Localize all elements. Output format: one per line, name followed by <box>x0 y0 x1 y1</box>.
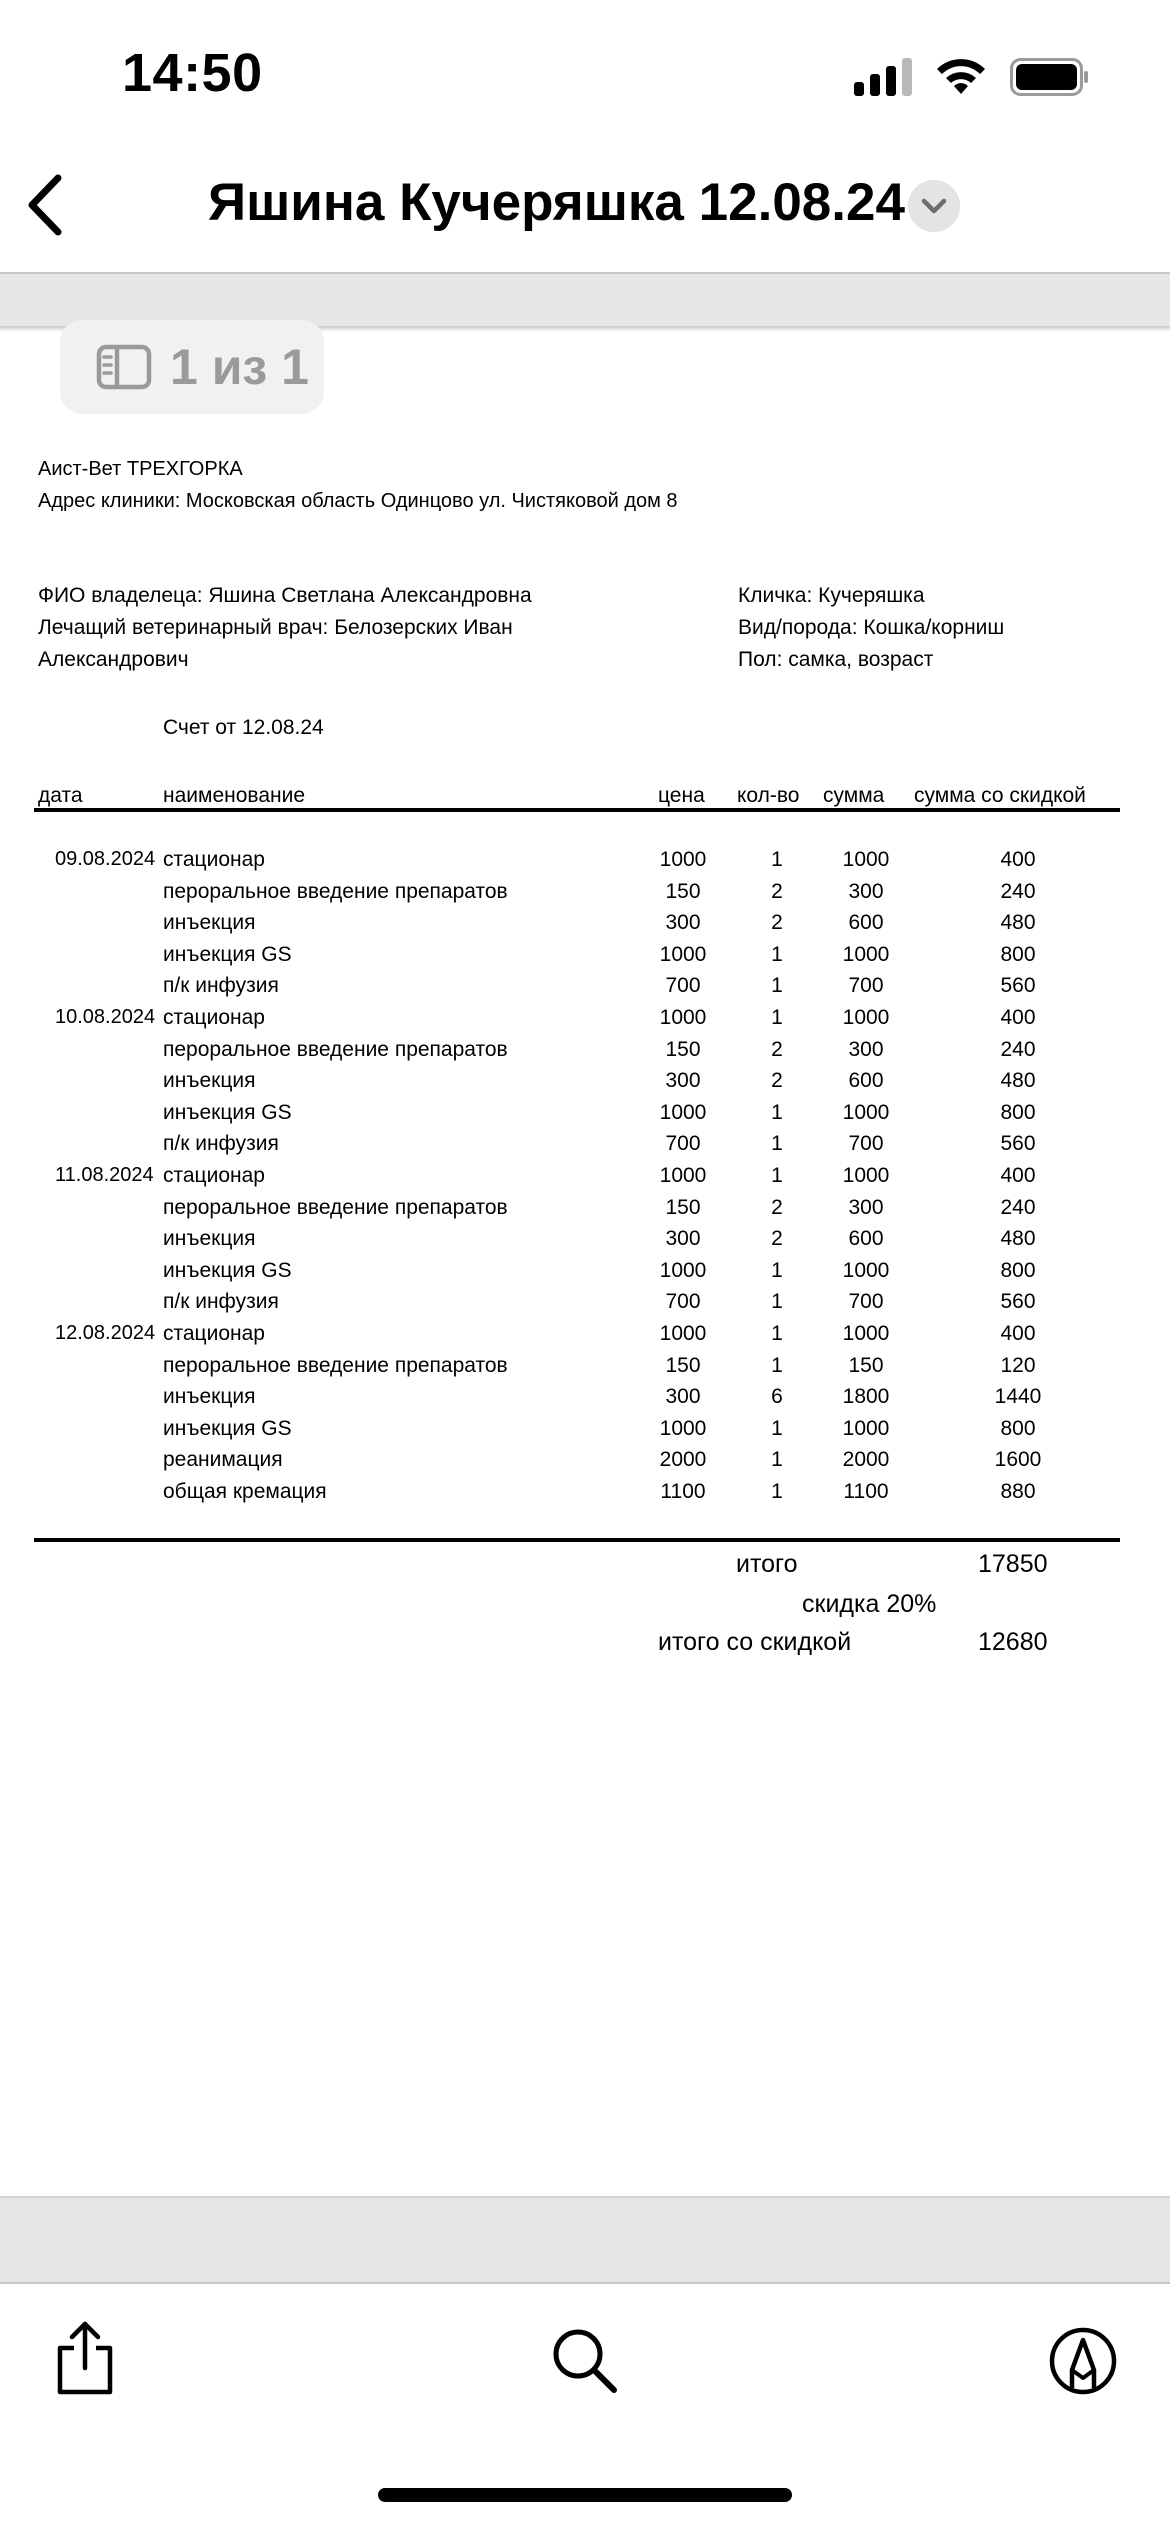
footer-rule <box>34 1538 1120 1542</box>
row-sum-discount: 1440 <box>994 1385 1042 1408</box>
invoice-title: Счет от 12.08.24 <box>163 716 324 739</box>
owner-name: ФИО владелеца: Яшина Светлана Александровна <box>38 584 532 607</box>
row-sum: 700 <box>848 1290 884 1313</box>
row-price: 2000 <box>659 1448 707 1471</box>
row-sum: 700 <box>848 1132 884 1155</box>
row-service-name: стационар <box>163 1164 265 1187</box>
row-price: 1100 <box>660 1480 706 1503</box>
row-price: 150 <box>665 1038 701 1061</box>
column-header-sum: сумма <box>823 784 885 807</box>
vet-name-line2: Александрович <box>38 648 189 671</box>
row-qty: 1 <box>771 1164 783 1187</box>
row-service-name: инъекция <box>163 1069 256 1092</box>
row-service-name: пероральное введение препаратов <box>163 1196 508 1219</box>
row-qty: 1 <box>771 1417 783 1440</box>
row-sum-discount: 560 <box>1000 1132 1036 1155</box>
row-price: 1000 <box>659 848 707 871</box>
row-sum: 1000 <box>842 1006 890 1029</box>
row-service-name: стационар <box>163 1006 265 1029</box>
column-header-date: дата <box>38 784 83 807</box>
column-header-qty: кол-во <box>737 784 800 807</box>
row-service-name: инъекция <box>163 1227 256 1250</box>
row-sum: 1000 <box>842 943 890 966</box>
row-sum-discount: 800 <box>1000 943 1036 966</box>
row-qty: 1 <box>771 1290 783 1313</box>
row-sum: 1000 <box>842 1417 890 1440</box>
row-sum-discount: 480 <box>1000 1069 1036 1092</box>
row-sum: 1000 <box>842 1259 890 1282</box>
row-sum-discount: 240 <box>1000 1196 1036 1219</box>
row-sum-discount: 400 <box>1000 848 1036 871</box>
row-price: 150 <box>665 1196 701 1219</box>
row-service-name: инъекция GS <box>163 1259 292 1282</box>
row-sum: 2000 <box>842 1448 890 1471</box>
row-sum-discount: 400 <box>1000 1006 1036 1029</box>
row-qty: 2 <box>771 1196 783 1219</box>
row-price: 150 <box>665 1354 701 1377</box>
row-service-name: п/к инфузия <box>163 1132 279 1155</box>
total-discount-label: итого со скидкой <box>658 1628 852 1656</box>
row-service-name: стационар <box>163 1322 265 1345</box>
row-qty: 1 <box>771 1354 783 1377</box>
row-sum-discount: 480 <box>1000 911 1036 934</box>
row-service-name: инъекция <box>163 911 256 934</box>
row-sum: 1000 <box>842 848 890 871</box>
row-qty: 1 <box>771 1006 783 1029</box>
row-sum: 700 <box>848 974 884 997</box>
row-price: 1000 <box>659 1417 707 1440</box>
column-header-name: наименование <box>163 784 306 807</box>
row-service-name: п/к инфузия <box>163 974 279 997</box>
column-header-sum-discount: сумма со скидкой <box>914 784 1086 807</box>
row-date: 11.08.2024 <box>55 1164 154 1186</box>
row-price: 1000 <box>659 1164 707 1187</box>
row-service-name: пероральное введение препаратов <box>163 1038 508 1061</box>
row-sum: 1100 <box>843 1480 889 1503</box>
row-sum-discount: 1600 <box>994 1448 1042 1471</box>
row-qty: 1 <box>771 848 783 871</box>
row-sum: 1000 <box>842 1164 890 1187</box>
row-sum: 1000 <box>842 1322 890 1345</box>
row-date: 09.08.2024 <box>55 848 156 870</box>
row-price: 300 <box>665 1227 701 1250</box>
row-sum-discount: 560 <box>1000 974 1036 997</box>
pet-name: Кличка: Кучеряшка <box>738 584 925 607</box>
row-sum-discount: 560 <box>1000 1290 1036 1313</box>
row-sum-discount: 240 <box>1000 1038 1036 1061</box>
total-discount-value: 12680 <box>978 1628 1048 1656</box>
row-qty: 2 <box>771 1069 783 1092</box>
row-sum: 150 <box>848 1354 884 1377</box>
clinic-address: Адрес клиники: Московская область Одинцово ул. Чистяковой дом 8 <box>38 490 678 512</box>
row-service-name: пероральное введение препаратов <box>163 880 508 903</box>
row-service-name: п/к инфузия <box>163 1290 279 1313</box>
row-qty: 1 <box>771 943 783 966</box>
pet-breed: Вид/порода: Кошка/корниш <box>738 616 1005 639</box>
vet-name-line1: Лечащий ветеринарный врач: Белозерских Иван <box>38 616 513 639</box>
clinic-name: Аист-Вет ТРЕХГОРКА <box>38 458 243 480</box>
row-qty: 1 <box>771 974 783 997</box>
row-sum-discount: 800 <box>1000 1417 1036 1440</box>
row-qty: 2 <box>771 911 783 934</box>
row-sum: 1000 <box>842 1101 890 1124</box>
row-service-name: инъекция GS <box>163 1101 292 1124</box>
row-sum: 600 <box>848 911 884 934</box>
discount-label: скидка 20% <box>802 1590 937 1618</box>
row-sum: 600 <box>848 1227 884 1250</box>
row-qty: 1 <box>771 1322 783 1345</box>
row-service-name: общая кремация <box>163 1480 327 1503</box>
home-indicator <box>378 2488 792 2502</box>
row-sum: 300 <box>848 1038 884 1061</box>
row-service-name: инъекция GS <box>163 1417 292 1440</box>
row-price: 700 <box>665 1290 701 1313</box>
markup-icon[interactable] <box>1048 2326 1118 2396</box>
viewer-bottom-band <box>0 2196 1170 2284</box>
row-price: 1000 <box>659 1006 707 1029</box>
row-sum: 300 <box>848 880 884 903</box>
header-rule <box>34 808 1120 812</box>
row-price: 150 <box>665 880 701 903</box>
row-qty: 1 <box>771 1259 783 1282</box>
row-sum-discount: 400 <box>1000 1164 1036 1187</box>
row-qty: 1 <box>771 1480 783 1503</box>
row-service-name: инъекция <box>163 1385 256 1408</box>
row-qty: 2 <box>771 880 783 903</box>
search-icon[interactable] <box>550 2326 620 2396</box>
row-date: 12.08.2024 <box>55 1322 156 1344</box>
row-price: 1000 <box>659 1101 707 1124</box>
row-sum: 600 <box>848 1069 884 1092</box>
row-qty: 2 <box>771 1227 783 1250</box>
row-price: 300 <box>665 1069 701 1092</box>
total-label: итого <box>736 1550 798 1578</box>
row-price: 1000 <box>659 1322 707 1345</box>
row-service-name: пероральное введение препаратов <box>163 1354 508 1377</box>
pet-sex-age: Пол: самка, возраст <box>738 648 934 671</box>
row-service-name: инъекция GS <box>163 943 292 966</box>
row-sum: 300 <box>848 1196 884 1219</box>
row-qty: 1 <box>771 1448 783 1471</box>
row-qty: 6 <box>771 1385 783 1408</box>
share-icon[interactable] <box>52 2320 118 2396</box>
row-sum-discount: 240 <box>1000 880 1036 903</box>
page-indicator-label: 1 из 1 <box>170 339 309 395</box>
row-price: 700 <box>665 1132 701 1155</box>
toolbar-divider <box>0 2282 1170 2284</box>
row-price: 1000 <box>659 1259 707 1282</box>
row-qty: 1 <box>771 1132 783 1155</box>
row-sum-discount: 880 <box>1000 1480 1036 1503</box>
row-price: 300 <box>665 911 701 934</box>
total-value: 17850 <box>978 1550 1048 1578</box>
row-sum-discount: 480 <box>1000 1227 1036 1250</box>
column-header-price: цена <box>658 784 705 807</box>
row-sum-discount: 120 <box>1000 1354 1036 1377</box>
row-qty: 2 <box>771 1038 783 1061</box>
row-price: 300 <box>665 1385 701 1408</box>
row-sum-discount: 800 <box>1000 1101 1036 1124</box>
row-sum-discount: 400 <box>1000 1322 1036 1345</box>
document-title[interactable]: Яшина Кучеряшка 12.08.24 <box>208 173 905 232</box>
row-date: 10.08.2024 <box>55 1006 156 1028</box>
row-price: 700 <box>665 974 701 997</box>
row-sum-discount: 800 <box>1000 1259 1036 1282</box>
row-sum: 1800 <box>842 1385 890 1408</box>
status-time: 14:50 <box>122 43 263 103</box>
row-qty: 1 <box>771 1101 783 1124</box>
row-price: 1000 <box>659 943 707 966</box>
row-service-name: стационар <box>163 848 265 871</box>
row-service-name: реанимация <box>163 1448 283 1471</box>
